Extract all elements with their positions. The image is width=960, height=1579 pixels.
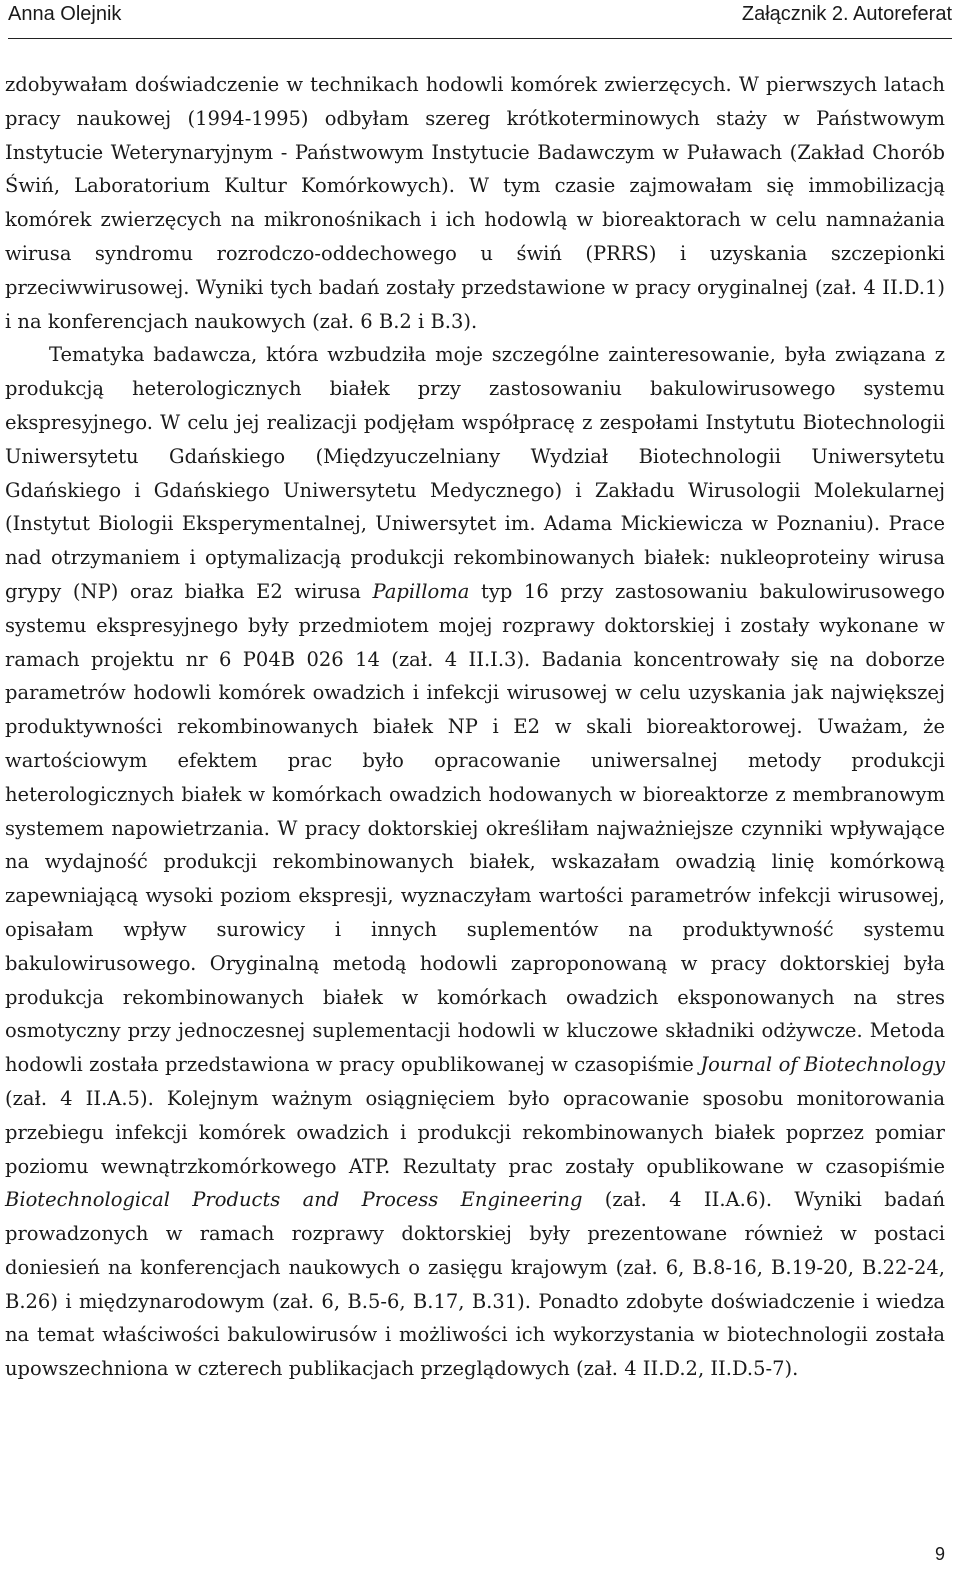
paragraph-2-italic-2: Journal of Biotechnology — [700, 1053, 945, 1077]
page-header — [8, 0, 952, 39]
header-author: Anna Olejnik — [8, 3, 122, 25]
paragraph-2 — [5, 338, 945, 1386]
paragraph-2-italic-3: Biotechnological Products and Process Engineering — [5, 1188, 583, 1212]
header-annex-title: Załącznik 2. Autoreferat — [741, 3, 952, 25]
paragraph-2-text-2: typ 16 przy zastosowaniu bakulowirusowego systemu ekspresyjnego były przedmiotem mojej rozprawy doktorskiej i zostały wykonane w ramach projektu nr 6 P04B 026 14 (zał. 4 II.I.3). Badania koncentrowały się na doborze parametrów hodowli komórek owadzich i infekcji wirusowej w celu uzyskania jak największej produktywności rekombinowanych białek NP i E2 w skali bioreaktorowej. Uważam, że wartościowym efektem prac było opracowanie uniwersalnej metody produkcji heterologicznych białek w komórkach owadzich hodowanych w bioreaktorze z membranowym systemem napowietrzania. W pracy doktorskiej określiłam najważniejsze czynniki wpływające na wydajność produkcji rekombinowanych białek, wskazałam owadzią linię komórkową zapewniającą wysoki poziom ekspresji, wyznaczyłam wartości parametrów infekcji wirusowej, opisałam wpływ surowicy i innych suplementów na produktywność systemu bakulowirusowego. Oryginalną metodą hodowli zaproponowaną w pracy doktorskiej była produkcja rekombinowanych białek w komórkach owadzich eksponowanych na stres osmotyczny przy jednoczesnej suplementacji hodowli w kluczowe składniki odżywcze. Metoda hodowli została przedstawiona w pracy opublikowanej w czasopiśmie — [5, 579, 945, 1077]
page-number: 9 — [934, 1544, 945, 1564]
body-text — [5, 68, 945, 1386]
paragraph-2-text-1: Tematyka badawcza, która wzbudziła moje szczególne zainteresowanie, była związana z produkcją heterologicznych białek przy zastosowaniu bakulowirusowego systemu ekspresyjnego. W celu jej realizacji podjęłam współpracę z zespołami Instytutu Biotechnologii Uniwersytetu Gdańskiego (Międzyuczelniany Wydział Biotechnologii Uniwersytetu Gdańskiego i Gdańskiego Uniwersytetu Medycznego) i Zakładu Wirusologii Molekularnej (Instytut Biologii Eksperymentalnej, Uniwersytet im. Adama Mickiewicza w Poznaniu). Prace nad otrzymaniem i optymalizacją produkcji rekombinowanych białek: nukleoproteiny wirusa grypy (NP) oraz białka E2 wirusa — [5, 343, 945, 603]
paragraph-2-text-3: (zał. 4 II.A.5). Kolejnym ważnym osiągnięciem było opracowanie sposobu monitorowania przebiegu infekcji komórek owadzich i produkcji rekombinowanych białek poprzez pomiar poziomu wewnątrzkomórkowego ATP. Rezultaty prac zostały opublikowane w czasopiśmie — [5, 1086, 945, 1178]
paragraph-2-text-4: (zał. 4 II.A.6). Wyniki badań prowadzonych w ramach rozprawy doktorskiej były prezentowane również w postaci doniesień na konferencjach naukowych o zasięgu krajowym (zał. 6, B.8-16, B.19-20, B.22-24, B.26) i międzynarodowym (zał. 6, B.5-6, B.17, B.31). Ponadto zdobyte doświadczenie i wiedza na temat właściwości bakulowirusów i możliwości ich wykorzystania w biotechnologii została upowszechniona w czterech publikacjach przeglądowych (zał. 4 II.D.2, II.D.5-7). — [5, 1188, 945, 1381]
paragraph-1: zdobywałam doświadczenie w technikach hodowli komórek zwierzęcych. W pierwszych latach pracy naukowej (1994-1995) odbyłam szereg krótkoterminowych staży w Państwowym Instytucie Weterynaryjnym - Państwowym Instytucie Badawczym w Puławach (Zakład Chorób Świń, Laboratorium Kultur Komórkowych). W tym czasie zajmowałam się immobilizacją komórek zwierzęcych na mikronośnikach i ich hodowlą w bioreaktorach w celu namnażania wirusa syndromu rozrodczo-oddechowego u świń (PRRS) i uzyskania szczepionki przeciwwirusowej. Wyniki tych badań zostały przedstawione w pracy oryginalnej (zał. 4 II.D.1) i na konferencjach naukowych (zał. 6 B.2 i B.3). — [5, 73, 945, 333]
paragraph-2-italic-1: Papilloma — [372, 579, 470, 603]
